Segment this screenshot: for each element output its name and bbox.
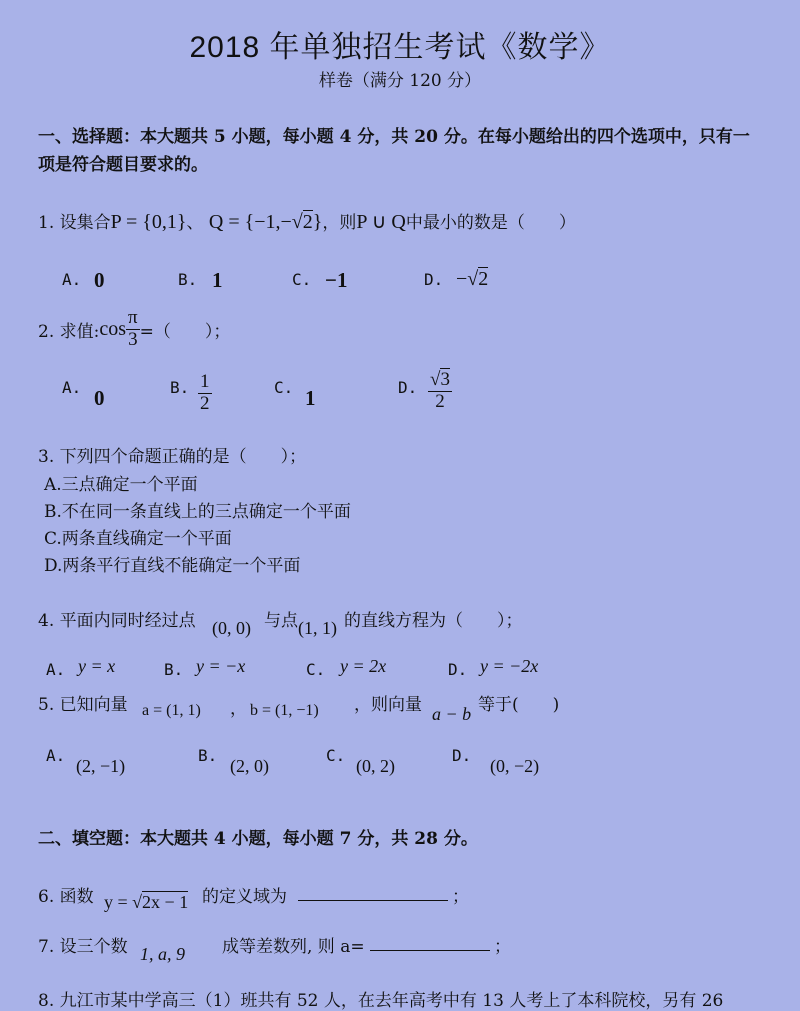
q4-mid: 与点: [264, 611, 298, 631]
q4-point2: (1, 1): [298, 618, 337, 638]
q7-tail: 成等差数列, 则 a=: [222, 937, 365, 957]
q2-option-b-label: B.: [170, 378, 190, 397]
q5-option-a-value: (2, −1): [76, 756, 126, 776]
q2-option-b-value: $\frac{1}{2}$: [200, 371, 210, 414]
q4-option-a-value: y = x: [78, 656, 116, 676]
q4-option-c-label: C.: [306, 660, 326, 679]
q5-vector-b: b = (1, −1): [250, 702, 319, 719]
q6-answer-blank[interactable]: [298, 882, 448, 901]
q3-option-b: B.不在同一条直线上的三点确定一个平面: [44, 502, 351, 522]
q5-option-d-value: (0, −2): [490, 756, 540, 776]
q5-option-c-label: C.: [326, 746, 346, 765]
q7-answer-blank[interactable]: [370, 932, 490, 951]
q2-fraction: $\frac{\pi}{3}$: [128, 307, 138, 350]
section1-heading: 一、选择题：本大题共 5 小题，每小题 4 分，共 20 分。在每小题给出的四个选项中，只有一: [38, 127, 750, 147]
q7-numbers: 1, a, 9: [140, 944, 185, 964]
q4-option-c-value: y = 2x: [340, 656, 387, 676]
q4-option-d-label: D.: [448, 660, 468, 679]
q1-option-a-label: A.: [62, 270, 82, 289]
section1-heading-cont: 项是符合题目要求的。: [38, 155, 208, 175]
q4-option-b-label: B.: [164, 660, 184, 679]
q5-option-c-value: (0, 2): [356, 756, 395, 776]
q1-option-a-value: 0: [94, 268, 105, 292]
q6-lead: 6. 函数: [38, 887, 94, 907]
q1-stem: [38, 208, 576, 234]
q4-tail: 的直线方程为（ ）；: [344, 611, 523, 631]
q3-option-c: C.两条直线确定一个平面: [44, 529, 232, 549]
q1-union: P ∪ Q: [356, 211, 406, 233]
q5-mid: ，则向量: [354, 695, 422, 715]
q5-a-minus-b: a − b: [432, 704, 472, 724]
q4-option-b-value: y = −x: [196, 656, 246, 676]
q4-option-d-value: y = −2x: [480, 656, 539, 676]
q2-option-c-value: 1: [305, 386, 316, 410]
q3-option-d: D.两条平行直线不能确定一个平面: [44, 556, 301, 576]
q4-point1: (0, 0): [212, 618, 251, 638]
q1-option-d-label: D.: [424, 270, 444, 289]
page-subtitle: 样卷（满分 120 分）: [318, 71, 482, 91]
section2-heading: 二、填空题：本大题共 4 小题，每小题 7 分，共 28 分。: [38, 829, 478, 849]
q4-option-a-label: A.: [46, 660, 66, 679]
q1-set-q: Q = {−1,−√2}: [208, 211, 323, 233]
q2-option-d-label: D.: [398, 378, 418, 397]
q1-option-b-value: 1: [212, 268, 223, 292]
q5-sep: ，: [230, 699, 247, 719]
q7-lead: 7. 设三个数: [38, 937, 128, 957]
q1-mid: ，则: [322, 213, 357, 233]
q1-option-c-value: −1: [325, 268, 348, 292]
q5-vector-a: a = (1, 1): [142, 702, 201, 719]
q5-lead: 5. 已知向量: [38, 695, 128, 715]
q2-tail: =（ ）；: [139, 321, 231, 342]
q6-end: ；: [452, 887, 469, 907]
q1-tail: 中最小的数是（ ）: [405, 213, 576, 233]
q2-cos: cos: [99, 317, 127, 340]
q5-option-b-label: B.: [198, 746, 218, 765]
q2-option-a-label: A.: [62, 378, 82, 397]
page-title: 2018 年单独招生考试《数学》: [189, 31, 611, 64]
q5-tail: 等于( ): [478, 695, 560, 715]
q4-lead: 4. 平面内同时经过点: [38, 611, 196, 631]
q1-option-c-label: C.: [292, 270, 312, 289]
q3-option-a: A.三点确定一个平面: [44, 475, 198, 495]
q1-lead: 1. 设集合: [38, 213, 111, 233]
q2-option-c-label: C.: [274, 378, 294, 397]
q8-stem: 8. 九江市某中学高三（1）班共有 52 人，在去年高考中有 13 人考上了本科院校，另有 26: [38, 991, 724, 1011]
q6-function: y = √2x − 1: [104, 892, 189, 912]
q1-sep: 、: [186, 213, 204, 233]
q6-tail: 的定义域为: [202, 887, 287, 907]
q1-option-d-value: −√2: [456, 268, 489, 290]
q5-option-b-value: (2, 0): [230, 756, 269, 776]
q2-lead: 2. 求值:: [38, 321, 100, 342]
q5-option-a-label: A.: [46, 746, 66, 765]
q7-end: ；: [494, 937, 511, 957]
q2-stem: [38, 308, 230, 351]
q2-option-a-value: 0: [94, 386, 105, 410]
q1-option-b-label: B.: [178, 270, 198, 289]
q3-stem: 3. 下列四个命题正确的是（ ）；: [38, 447, 307, 467]
q5-option-d-label: D.: [452, 746, 472, 765]
q1-set-p: P = {0,1}: [110, 211, 187, 233]
q2-option-d-value: $\frac{√3}{2}$: [430, 369, 450, 412]
